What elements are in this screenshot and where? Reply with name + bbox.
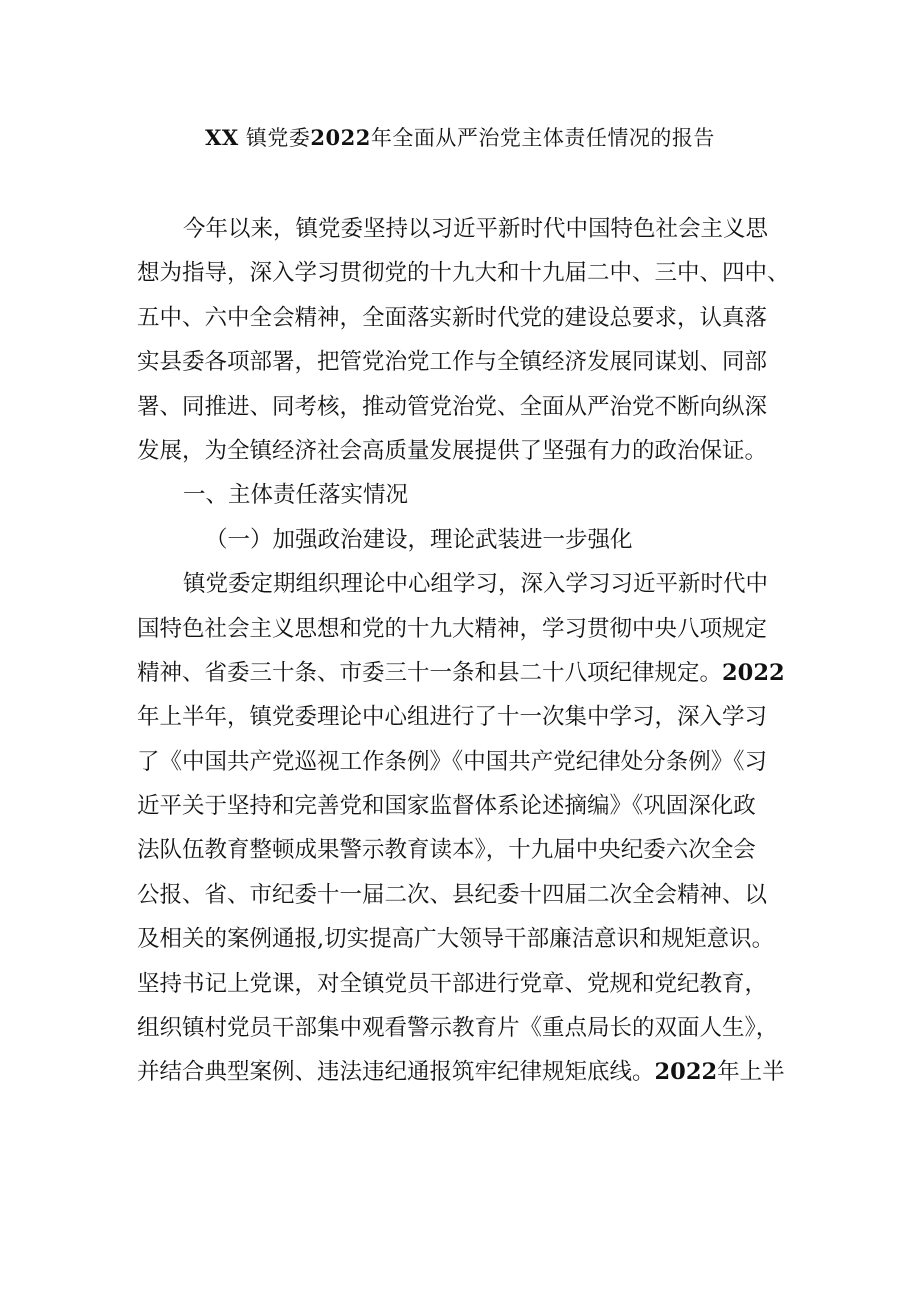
inline-year: 2022 [654, 1059, 718, 1086]
paragraph-line: 坚持书记上党课，对全镇党员干部进行党章、党规和党纪教育， [137, 970, 768, 997]
inline-year: 2022 [722, 659, 785, 686]
paragraph-line: 发展，为全镇经济社会高质量发展提供了坚强有力的政治保证。 [137, 437, 768, 464]
paragraph-line: 了《中国共产党巡视工作条例》《中国共产党纪律处分条例》《习 [137, 748, 768, 775]
paragraph-line: 镇党委定期组织理论中心组学习，深入学习习近平新时代中 [183, 571, 769, 598]
document-title [0, 122, 920, 154]
paragraph-line: 实县委各项部署，把管党治党工作与全镇经济发展同谋划、同部 [137, 349, 768, 376]
paragraph-line: 署、同推进、同考核，推动管党治党、全面从严治党不断向纵深 [137, 393, 768, 420]
subsection-heading: （一）加强政治建设，理论武装进一步强化 [205, 526, 633, 553]
paragraph-line [137, 1050, 797, 1094]
line-text: 精神、省委三十条、市委三十一条和县二十八项纪律规定。 [137, 659, 723, 686]
title-suffix: 年全面从严治党主体责任情况的报告 [370, 126, 715, 150]
title-year: 2022 [310, 125, 371, 150]
paragraph-line: 组织镇村党员干部集中观看警示教育片《重点局长的双面人生》， [137, 1015, 779, 1042]
paragraph-line: 国特色社会主义思想和党的十九大精神，学习贯彻中央八项规定 [137, 615, 768, 642]
paragraph-line: 五中、六中全会精神，全面落实新时代党的建设总要求，认真落 [137, 304, 768, 331]
paragraph-line: 今年以来，镇党委坚持以习近平新时代中国特色社会主义思 [183, 216, 769, 242]
title-prefix: XX [205, 125, 239, 150]
document-body [137, 207, 797, 1095]
paragraph-line [137, 651, 797, 695]
section-heading: 一、主体责任落实情况 [183, 482, 409, 509]
paragraph-line: 年上半年，镇党委理论中心组进行了十一次集中学习，深入学习 [137, 704, 768, 731]
title-middle: 镇党委 [245, 126, 311, 150]
paragraph-line: 近平关于坚持和完善党和国家监督体系论述摘编》《巩固深化政 [137, 793, 756, 820]
paragraph-line: 想为指导，深入学习贯彻党的十九大和十九届二中、三中、四中、 [137, 260, 790, 287]
paragraph-line: 及相关的案例通报,切实提高广大领导干部廉洁意识和规矩意识。 [137, 926, 775, 953]
paragraph-line: 法队伍教育整顿成果警示教育读本》，十九届中央纪委六次全会 [137, 837, 756, 864]
line-text-tail: 年上半 [717, 1059, 785, 1086]
line-text: 并结合典型案例、违法违纪通报筑牢纪律规矩底线。 [137, 1059, 655, 1086]
paragraph-line: 公报、省、市纪委十一届二次、县纪委十四届二次全会精神、以 [137, 881, 768, 908]
